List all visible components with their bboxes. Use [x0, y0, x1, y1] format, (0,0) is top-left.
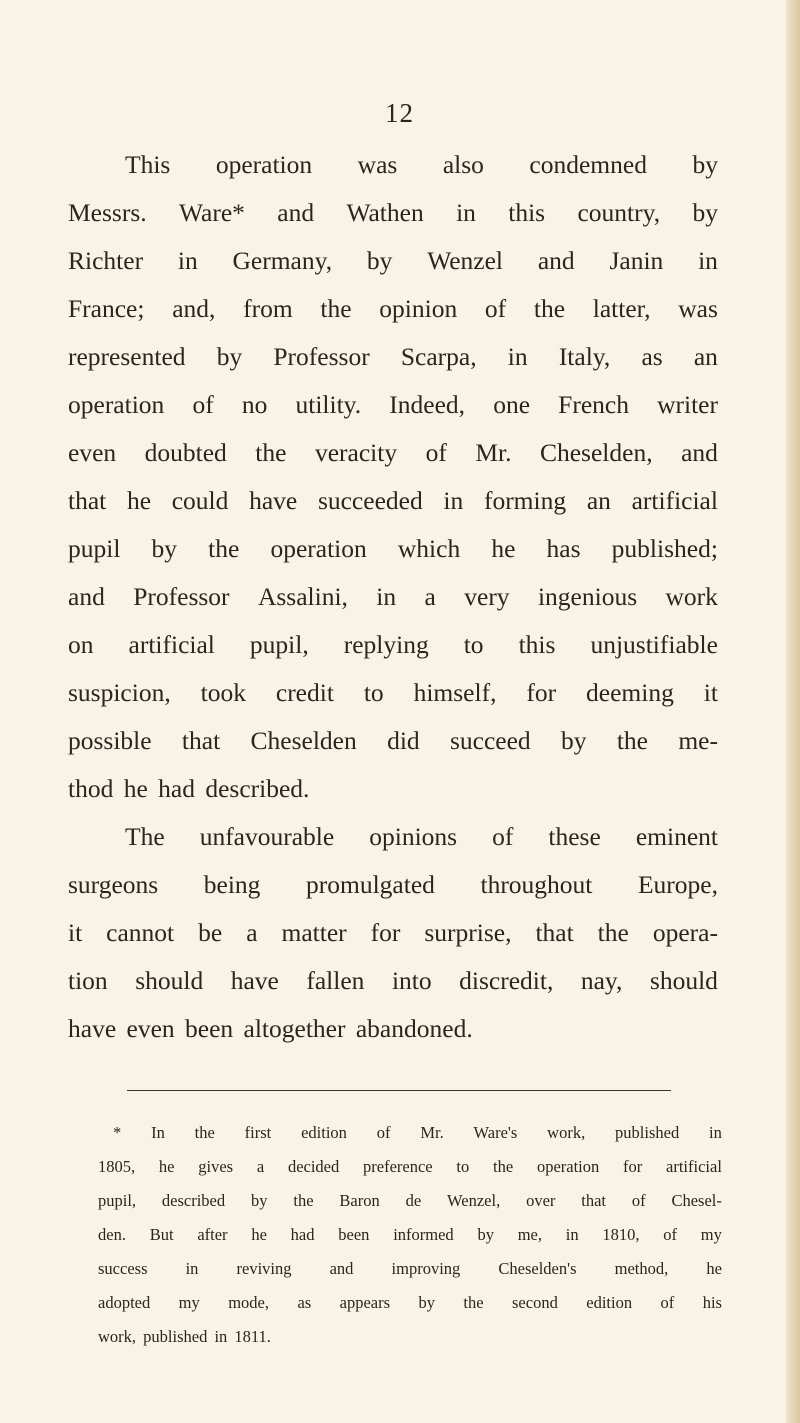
- body-line: [68, 488, 718, 514]
- word: being: [203, 870, 261, 899]
- word: in: [565, 1225, 579, 1244]
- word: me,: [517, 1225, 542, 1244]
- word: for: [526, 678, 557, 707]
- word: the: [320, 294, 352, 323]
- footnote-rule: [127, 1090, 671, 1091]
- word: have: [249, 486, 298, 515]
- word: tion: [68, 966, 108, 995]
- word: Ware*: [179, 198, 245, 227]
- word: latter,: [592, 294, 651, 323]
- word: the: [533, 294, 566, 323]
- word: method,: [614, 1259, 669, 1278]
- word: published;: [611, 534, 718, 563]
- word: preference: [363, 1157, 433, 1176]
- word: my: [178, 1293, 200, 1312]
- word: was: [357, 150, 398, 179]
- word: and,: [172, 294, 216, 323]
- word: he: [706, 1259, 722, 1278]
- word: Messrs.: [68, 198, 147, 227]
- word: veracity: [314, 438, 398, 467]
- word: utility.: [295, 390, 362, 419]
- body-line: have even been altogether abandoned.: [68, 1014, 473, 1043]
- word: the: [463, 1293, 484, 1312]
- word: operation: [270, 534, 367, 563]
- word: after: [197, 1225, 228, 1244]
- body-line: [68, 344, 718, 370]
- word: into: [391, 966, 432, 995]
- word: decided: [287, 1157, 340, 1176]
- word: first: [244, 1123, 272, 1142]
- word: this: [508, 198, 546, 227]
- word: reviving: [236, 1259, 292, 1278]
- word: by: [151, 534, 178, 563]
- word: on: [68, 630, 94, 659]
- word: forming: [483, 486, 567, 515]
- word: This: [125, 150, 171, 179]
- body-line: [68, 920, 718, 946]
- body-line: [68, 632, 718, 658]
- body-line: [68, 392, 718, 418]
- word: and: [277, 198, 315, 227]
- word: suspicion,: [68, 678, 171, 707]
- word: artificial: [666, 1157, 722, 1176]
- footnote-line: [98, 1295, 722, 1312]
- word: second: [512, 1293, 558, 1312]
- word: operation: [536, 1157, 600, 1176]
- word: a: [246, 918, 258, 947]
- word: improving: [391, 1259, 461, 1278]
- word: and: [537, 246, 575, 275]
- word: edition: [301, 1123, 347, 1142]
- word: cannot: [106, 918, 175, 947]
- word: a: [424, 582, 436, 611]
- word: represented: [68, 342, 186, 371]
- body-line: [68, 872, 718, 898]
- word: over: [526, 1191, 556, 1210]
- body-line: [68, 248, 718, 274]
- word: himself,: [413, 678, 497, 707]
- word: from: [243, 294, 293, 323]
- word: *: [113, 1123, 122, 1142]
- body-line: [68, 680, 718, 706]
- word: pupil,: [249, 630, 309, 659]
- word: his: [702, 1293, 722, 1312]
- word: succeeded: [317, 486, 423, 515]
- word: unfavourable: [199, 822, 335, 851]
- word: and: [681, 438, 718, 467]
- word: unjustifiable: [590, 630, 718, 659]
- word: that: [581, 1191, 606, 1210]
- word: credit: [275, 678, 334, 707]
- word: writer: [657, 390, 718, 419]
- body-line: [125, 824, 718, 850]
- word: But: [149, 1225, 174, 1244]
- page-number: 12: [385, 98, 414, 128]
- word: promulgated: [306, 870, 435, 899]
- word: he: [158, 1157, 175, 1176]
- word: no: [241, 390, 268, 419]
- word: of: [631, 1191, 646, 1210]
- page-edge: [786, 0, 800, 1423]
- word: in: [376, 582, 397, 611]
- body-line: [68, 968, 718, 994]
- body-line: [68, 728, 718, 754]
- word: Professor: [273, 342, 370, 371]
- word: fallen: [306, 966, 365, 995]
- word: has: [546, 534, 581, 563]
- word: this: [518, 630, 556, 659]
- word: to: [463, 630, 484, 659]
- word: and: [68, 582, 105, 611]
- word: Cheselden's: [498, 1259, 577, 1278]
- word: discredit,: [459, 966, 554, 995]
- word: in: [177, 246, 198, 275]
- word: edition: [586, 1293, 633, 1312]
- word: French: [558, 390, 629, 419]
- body-line: [68, 440, 718, 466]
- word: opinion: [379, 294, 458, 323]
- word: for: [623, 1157, 643, 1176]
- body-line: [68, 536, 718, 562]
- word: 1810,: [602, 1225, 640, 1244]
- word: even: [68, 438, 117, 467]
- word: deeming: [586, 678, 674, 707]
- word: in: [507, 342, 528, 371]
- footnote-line: work, published in 1811.: [98, 1327, 271, 1346]
- word: he: [251, 1225, 267, 1244]
- word: throughout: [480, 870, 593, 899]
- word: Italy,: [558, 342, 611, 371]
- footnote-line: [98, 1159, 722, 1176]
- word: Wenzel: [427, 246, 504, 275]
- word: Janin: [609, 246, 664, 275]
- word: he: [126, 486, 152, 515]
- word: artificial: [631, 486, 718, 515]
- word: possible: [68, 726, 152, 755]
- body-line: [125, 152, 718, 178]
- word: should: [649, 966, 718, 995]
- body-line: [68, 584, 718, 610]
- word: in: [698, 246, 718, 275]
- word: Mr.: [420, 1123, 444, 1142]
- word: that: [68, 486, 107, 515]
- word: also: [442, 150, 484, 179]
- word: of: [425, 438, 447, 467]
- word: should: [135, 966, 204, 995]
- word: by: [477, 1225, 494, 1244]
- word: published: [615, 1123, 680, 1142]
- word: the: [493, 1157, 514, 1176]
- word: a: [256, 1157, 265, 1176]
- word: Germany,: [232, 246, 333, 275]
- word: 1805,: [98, 1157, 136, 1176]
- word: condemned: [529, 150, 647, 179]
- word: informed: [393, 1225, 454, 1244]
- word: by: [216, 342, 243, 371]
- word: the: [293, 1191, 314, 1210]
- word: work,: [547, 1123, 586, 1142]
- word: eminent: [635, 822, 718, 851]
- word: artificial: [128, 630, 215, 659]
- word: Mr.: [475, 438, 512, 467]
- word: have: [230, 966, 279, 995]
- word: the: [616, 726, 648, 755]
- word: pupil,: [98, 1191, 137, 1210]
- word: it: [703, 678, 718, 707]
- word: Chesel-: [671, 1191, 722, 1210]
- word: of: [660, 1293, 675, 1312]
- word: Wathen: [346, 198, 424, 227]
- word: as: [297, 1293, 312, 1312]
- word: was: [678, 294, 718, 323]
- word: France;: [68, 294, 145, 323]
- word: the: [208, 534, 240, 563]
- body-line: thod he had described.: [68, 774, 310, 803]
- word: for: [370, 918, 401, 947]
- word: in: [456, 198, 476, 227]
- word: of: [663, 1225, 678, 1244]
- word: matter: [281, 918, 347, 947]
- word: Cheselden: [250, 726, 357, 755]
- word: these: [548, 822, 601, 851]
- word: pupil: [68, 534, 121, 563]
- word: country,: [577, 198, 661, 227]
- word: and: [329, 1259, 354, 1278]
- word: the: [255, 438, 287, 467]
- word: Cheselden,: [539, 438, 653, 467]
- footnote-line: [98, 1193, 722, 1210]
- footnote-line: [98, 1227, 722, 1244]
- word: me-: [678, 726, 718, 755]
- word: of: [484, 294, 507, 323]
- word: he: [491, 534, 516, 563]
- word: Scarpa,: [400, 342, 477, 371]
- word: nay,: [580, 966, 623, 995]
- word: work: [665, 582, 718, 611]
- word: operation: [68, 390, 165, 419]
- word: it: [68, 918, 83, 947]
- word: an: [693, 342, 718, 371]
- word: Wenzel,: [447, 1191, 501, 1210]
- word: mode,: [228, 1293, 269, 1312]
- word: my: [700, 1225, 722, 1244]
- word: could: [171, 486, 229, 515]
- word: be: [198, 918, 223, 947]
- word: did: [387, 726, 420, 755]
- word: one: [493, 390, 531, 419]
- word: to: [456, 1157, 470, 1176]
- word: surgeons: [68, 870, 159, 899]
- word: succeed: [449, 726, 531, 755]
- word: the: [194, 1123, 215, 1142]
- word: Professor: [133, 582, 230, 611]
- word: by: [251, 1191, 268, 1210]
- word: Ware's: [473, 1123, 518, 1142]
- body-line: [68, 200, 718, 226]
- word: in: [443, 486, 464, 515]
- word: of: [192, 390, 214, 419]
- word: of: [492, 822, 514, 851]
- word: replying: [343, 630, 429, 659]
- word: of: [376, 1123, 391, 1142]
- word: Europe,: [637, 870, 718, 899]
- word: Baron: [339, 1191, 380, 1210]
- word: Assalini,: [257, 582, 348, 611]
- word: been: [338, 1225, 370, 1244]
- word: de: [405, 1191, 422, 1210]
- word: success: [98, 1259, 148, 1278]
- word: by: [692, 198, 718, 227]
- word: by: [561, 726, 587, 755]
- body-line: [68, 296, 718, 322]
- word: In: [151, 1123, 165, 1142]
- word: gives: [198, 1157, 234, 1176]
- word: to: [363, 678, 384, 707]
- word: as: [641, 342, 663, 371]
- word: took: [200, 678, 246, 707]
- word: opinions: [369, 822, 458, 851]
- word: which: [397, 534, 461, 563]
- word: opera-: [652, 918, 718, 947]
- footnote-line: [113, 1125, 722, 1142]
- word: ingenious: [537, 582, 638, 611]
- word: that: [181, 726, 221, 755]
- word: appears: [339, 1293, 391, 1312]
- word: by: [418, 1293, 435, 1312]
- word: The: [125, 822, 165, 851]
- word: in: [709, 1123, 722, 1142]
- word: an: [586, 486, 611, 515]
- word: operation: [215, 150, 313, 179]
- word: surprise,: [424, 918, 512, 947]
- footnote-line: [98, 1261, 722, 1278]
- word: by: [366, 246, 393, 275]
- word: by: [692, 150, 718, 179]
- word: that: [535, 918, 574, 947]
- word: Indeed,: [389, 390, 466, 419]
- word: very: [464, 582, 510, 611]
- word: had: [290, 1225, 315, 1244]
- word: den.: [98, 1225, 126, 1244]
- word: doubted: [144, 438, 227, 467]
- word: described: [161, 1191, 226, 1210]
- word: the: [597, 918, 629, 947]
- word: Richter: [68, 246, 144, 275]
- word: adopted: [98, 1293, 151, 1312]
- word: in: [185, 1259, 199, 1278]
